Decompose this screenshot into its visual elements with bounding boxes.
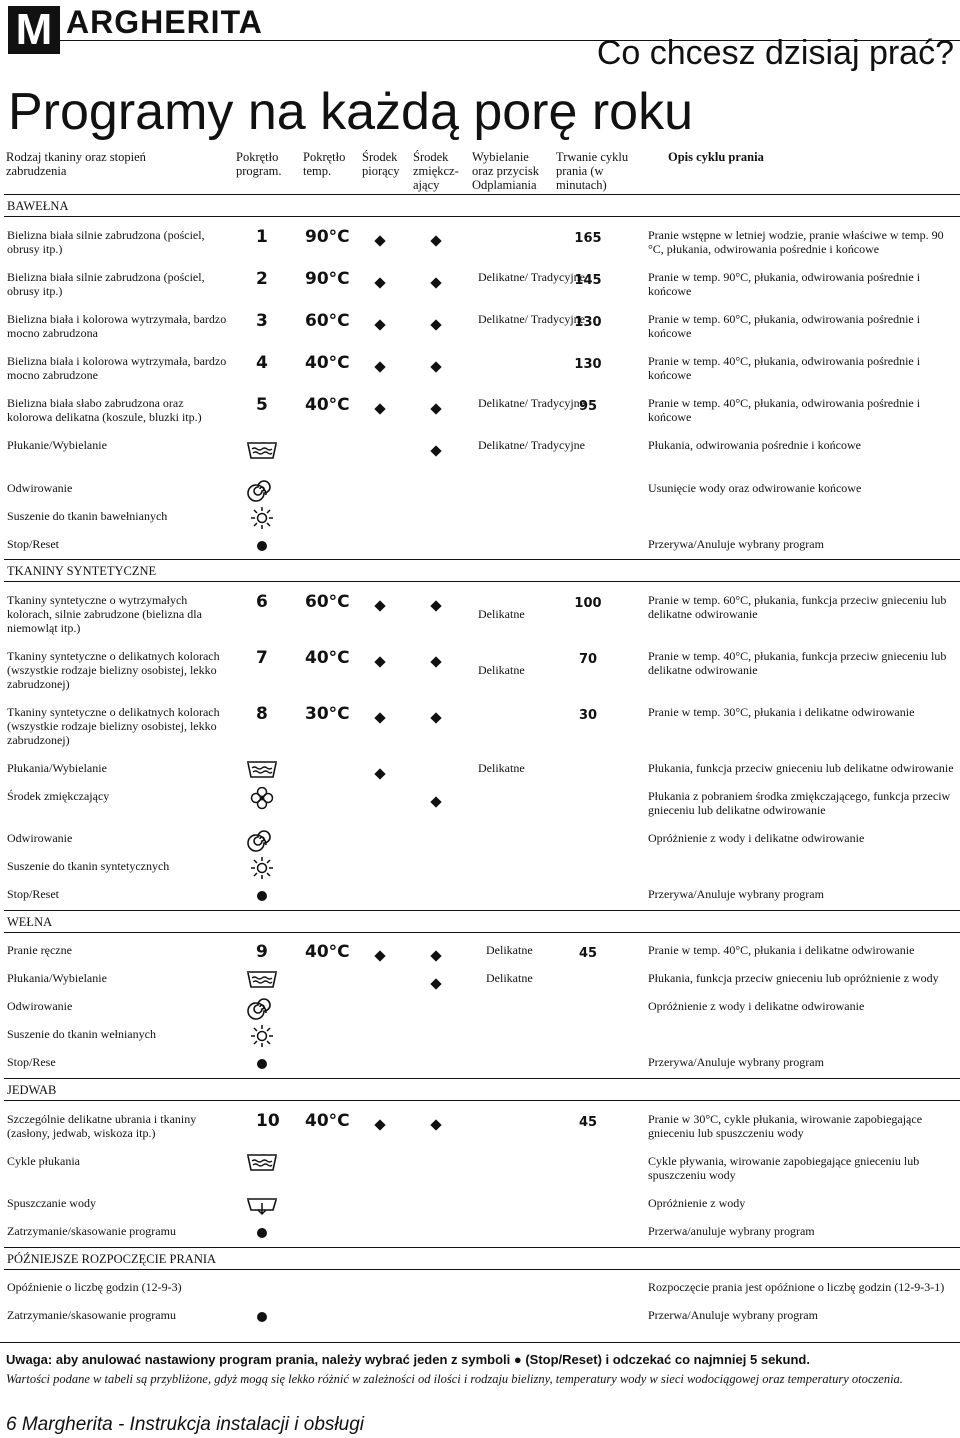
cycle-description: Pranie w temp. 90°C, płukania, odwirowania pośrednie i końcowe [648, 270, 921, 298]
row-label: Odwirowanie [7, 999, 73, 1013]
spin-spiral-icon [246, 479, 278, 506]
duration-minutes: 95 [578, 399, 598, 414]
softener-icon [432, 795, 440, 809]
detergent-icon [376, 234, 384, 248]
logo-initial: M [8, 6, 60, 54]
cycle-description: Pranie w temp. 40°C, płukania, odwirowania pośrednie i końcowe [648, 354, 921, 382]
cycle-description: Pranie w temp. 40°C, płukania, funkcja przeciw gnieceniu lub delikatne odwirowanie [648, 649, 947, 677]
stop-dot-icon [246, 1053, 278, 1080]
cycle-description: Pranie w 30°C, cykle płukania, wirowanie zapobiegające gnieceniu lub spuszczeniu wody [648, 1112, 923, 1140]
program-number: 10 [256, 1111, 280, 1131]
rinse-tub-icon [246, 969, 278, 996]
temperature: 40°C [305, 648, 350, 668]
temperature: 60°C [305, 592, 350, 612]
temperature: 40°C [305, 942, 350, 962]
sun-dry-icon [246, 507, 278, 534]
option-label: Delikatne [478, 663, 525, 677]
sun-dry-icon [246, 857, 278, 884]
logo-text: ARGHERITA [66, 4, 263, 40]
cycle-description: Płukania, odwirowania pośrednie i końcowe [648, 438, 861, 452]
section-delay: PÓŹNIEJSZE ROZPOCZĘCIE PRANIA [4, 1247, 960, 1270]
row-label: Bielizna biała silnie zabrudzona (pościel, obrusy itp.) [7, 228, 205, 256]
header-duration: Trwanie cyklu prania (w minutach) [556, 150, 629, 192]
temperature: 40°C [305, 1111, 350, 1131]
cycle-description: Przerywa/Anuluje wybrany program [648, 1055, 824, 1069]
tagline: Co chcesz dzisiaj prać? [596, 34, 954, 72]
softener-icon [432, 360, 440, 374]
duration-minutes: 30 [578, 708, 598, 723]
cycle-description: Opróżnienie z wody i delikatne odwirowanie [648, 999, 865, 1013]
row-label: Tkaniny syntetyczne o delikatnych kolorach (wszystkie rodzaje bielizny osobistej, lekko zabrudzonej) [7, 705, 220, 747]
temperature: 60°C [305, 311, 350, 331]
row-label: Stop/Rese [7, 1055, 56, 1069]
row-label: Stop/Reset [7, 887, 60, 901]
note-cancel: Uwaga: aby anulować nastawiony program prania, należy wybrać jeden z symboli ● (Stop/Reset) i odczekać co najmniej 5 sekund. [6, 1352, 810, 1367]
option-label: Delikatne [478, 761, 525, 775]
softener-icon [432, 234, 440, 248]
program-number: 2 [256, 269, 268, 289]
sun-dry-icon [246, 1025, 278, 1052]
row-label: Środek zmiękczający [7, 789, 110, 803]
row-label: Odwirowanie [7, 831, 73, 845]
spin-spiral-icon [246, 829, 278, 856]
row-label: Zatrzymanie/skasowanie programu [7, 1224, 176, 1238]
row-label: Cykle płukania [7, 1154, 80, 1168]
softener-icon [432, 599, 440, 613]
softener-icon [432, 711, 440, 725]
cycle-description: Pranie w temp. 60°C, płukania, funkcja przeciw gnieceniu lub delikatne odwirowanie [648, 593, 947, 621]
temperature: 90°C [305, 227, 350, 247]
detergent-icon [376, 949, 384, 963]
header-softener: Środek zmiękcz-ający [413, 150, 459, 192]
option-label: Delikatne/ Tradycyjne [478, 270, 585, 284]
detergent-icon [376, 318, 384, 332]
row-label: Bielizna biała silnie zabrudzona (pościel, obrusy itp.) [7, 270, 205, 298]
cycle-description: Przerwa/Anuluje wybrany program [648, 1308, 818, 1322]
program-number: 3 [256, 311, 268, 331]
detergent-icon [376, 276, 384, 290]
duration-minutes: 70 [578, 652, 598, 667]
detergent-icon [376, 360, 384, 374]
row-label: Bielizna biała słabo zabrudzona oraz kolorowa delikatna (koszule, bluzki itp.) [7, 396, 202, 424]
cycle-description: Płukania z pobraniem środka zmiękczającego, funkcja przeciw gnieceniu lub delikatne odwirowanie [648, 789, 951, 817]
note-approx: Wartości podane w tabeli są przybliżone, gdyż mogą się lekko różnić w zależności od ilości i rodzaju bielizny, temperatury wody w sieci wodociągowej oraz temperatury otoczenia. [6, 1372, 903, 1386]
rinse-tub-icon [246, 759, 278, 786]
option-label: Delikatne [478, 607, 525, 621]
page-footer: 6 Margherita - Instrukcja instalacji i obsługi [6, 1414, 364, 1435]
row-label: Bielizna biała i kolorowa wytrzymała, bardzo mocno zabrudzone [7, 354, 227, 382]
duration-minutes: 145 [574, 273, 602, 288]
temperature: 90°C [305, 269, 350, 289]
softener-icon [432, 444, 440, 458]
softener-icon [432, 1118, 440, 1132]
row-label: Pranie ręczne [7, 943, 72, 957]
section-cotton: BAWEŁNA [4, 194, 960, 217]
cycle-description: Płukania, funkcja przeciw gnieceniu lub opróżnienie z wody [648, 971, 939, 985]
row-label: Płukania/Wybielanie [7, 761, 107, 775]
cycle-description: Pranie w temp. 40°C, płukania, odwirowania pośrednie i końcowe [648, 396, 921, 424]
cycle-description: Przerywa/Anuluje wybrany program [648, 887, 824, 901]
row-label: Płukania/Wybielanie [7, 971, 107, 985]
row-label: Stop/Reset [7, 537, 60, 551]
row-label: Odwirowanie [7, 481, 73, 495]
rinse-tub-icon [246, 1152, 278, 1179]
cycle-description: Pranie w temp. 60°C, płukania, odwirowania pośrednie i końcowe [648, 312, 921, 340]
program-number: 5 [256, 395, 268, 415]
section-silk: JEDWAB [4, 1078, 960, 1101]
softener-icon [432, 276, 440, 290]
detergent-icon [376, 402, 384, 416]
duration-minutes: 45 [578, 946, 598, 961]
stop-dot-icon [246, 535, 278, 562]
temperature: 40°C [305, 353, 350, 373]
cycle-description: Cykle pływania, wirowanie zapobiegające gnieceniu lub spuszczeniu wody [648, 1154, 920, 1182]
duration-minutes: 45 [578, 1115, 598, 1130]
drain-tub-icon [246, 1194, 278, 1221]
row-label: Zatrzymanie/skasowanie programu [7, 1308, 176, 1322]
page-title: Programy na każdą porę roku [8, 83, 694, 141]
cycle-description: Opróżnienie z wody [648, 1196, 746, 1210]
stop-dot-icon [246, 1306, 278, 1333]
cycle-description: Pranie wstępne w letniej wodzie, pranie właściwe w temp. 90 °C, płukania, odwirowania pośrednie i końcowe [648, 228, 944, 256]
softener-icon [432, 655, 440, 669]
option-label: Delikatne/ Tradycyjne [478, 438, 585, 452]
option-label: Delikatne/ Tradycyjne [478, 312, 585, 326]
program-number: 9 [256, 942, 268, 962]
section-wool: WEŁNA [4, 910, 960, 933]
cycle-description: Pranie w temp. 30°C, płukania i delikatne odwirowanie [648, 705, 915, 719]
row-label: Suszenie do tkanin syntetycznych [7, 859, 170, 873]
program-number: 8 [256, 704, 268, 724]
row-label: Tkaniny syntetyczne o delikatnych kolorach (wszystkie rodzaje bielizny osobistej, lekko zabrudzonej) [7, 649, 220, 691]
detergent-icon [376, 711, 384, 725]
row-label: Bielizna biała i kolorowa wytrzymała, bardzo mocno zabrudzona [7, 312, 227, 340]
duration-minutes: 100 [574, 596, 602, 611]
detergent-icon [376, 1118, 384, 1132]
cycle-description: Przerywa/Anuluje wybrany program [648, 537, 824, 551]
program-number: 1 [256, 227, 268, 247]
cycle-description: Usunięcie wody oraz odwirowanie końcowe [648, 481, 862, 495]
softener-icon [432, 949, 440, 963]
cycle-description: Rozpoczęcie prania jest opóźnione o liczbę godzin (12-9-3-1) [648, 1280, 945, 1294]
section-synthetic: TKANINY SYNTETYCZNE [4, 559, 960, 582]
header-knob-temp: Pokrętło temp. [303, 150, 346, 178]
stop-dot-icon [246, 1222, 278, 1249]
duration-minutes: 130 [574, 357, 602, 372]
flower-icon [246, 787, 278, 814]
cycle-description: Płukania, funkcja przeciw gnieceniu lub delikatne odwirowanie [648, 761, 954, 775]
softener-icon [432, 977, 440, 991]
option-label: Delikatne/ Tradycyjne [478, 396, 585, 410]
detergent-icon [376, 767, 384, 781]
header-description: Opis cyklu prania [668, 150, 764, 164]
temperature: 30°C [305, 704, 350, 724]
header-knob-program: Pokrętło program. [236, 150, 282, 178]
row-label: Szczególnie delikatne ubrania i tkaniny (zasłony, jedwab, wiskoza itp.) [7, 1112, 197, 1140]
header-bleach: Wybielanie oraz przycisk Odplamiania [472, 150, 539, 192]
header-detergent: Środek piorący [362, 150, 400, 178]
cycle-description: Pranie w temp. 40°C, płukania i delikatne odwirowanie [648, 943, 915, 957]
duration-minutes: 130 [574, 315, 602, 330]
cycle-description: Opróżnienie z wody i delikatne odwirowanie [648, 831, 865, 845]
option-label: Delikatne [486, 943, 533, 957]
header-fabric: Rodzaj tkaniny oraz stopień zabrudzenia [6, 150, 146, 178]
row-label: Opóźnienie o liczbę godzin (12-9-3) [7, 1280, 182, 1294]
option-label: Delikatne [486, 971, 533, 985]
detergent-icon [376, 655, 384, 669]
program-number: 4 [256, 353, 268, 373]
row-label: Suszenie do tkanin wełnianych [7, 1027, 156, 1041]
detergent-icon [376, 599, 384, 613]
duration-minutes: 165 [574, 231, 602, 246]
row-label: Spuszczanie wody [7, 1196, 96, 1210]
spin-spiral-icon [246, 997, 278, 1024]
footer-divider [0, 1342, 960, 1343]
row-label: Suszenie do tkanin bawełnianych [7, 509, 168, 523]
row-label: Tkaniny syntetyczne o wytrzymałych kolorach, silnie zabrudzone (bielizna dla niemowląt itp.) [7, 593, 202, 635]
program-number: 7 [256, 648, 268, 668]
cycle-description: Przerwa/anuluje wybrany program [648, 1224, 815, 1238]
softener-icon [432, 402, 440, 416]
softener-icon [432, 318, 440, 332]
row-label: Płukanie/Wybielanie [7, 438, 107, 452]
program-number: 6 [256, 592, 268, 612]
stop-dot-icon [246, 885, 278, 912]
temperature: 40°C [305, 395, 350, 415]
rinse-tub-icon [246, 440, 278, 467]
